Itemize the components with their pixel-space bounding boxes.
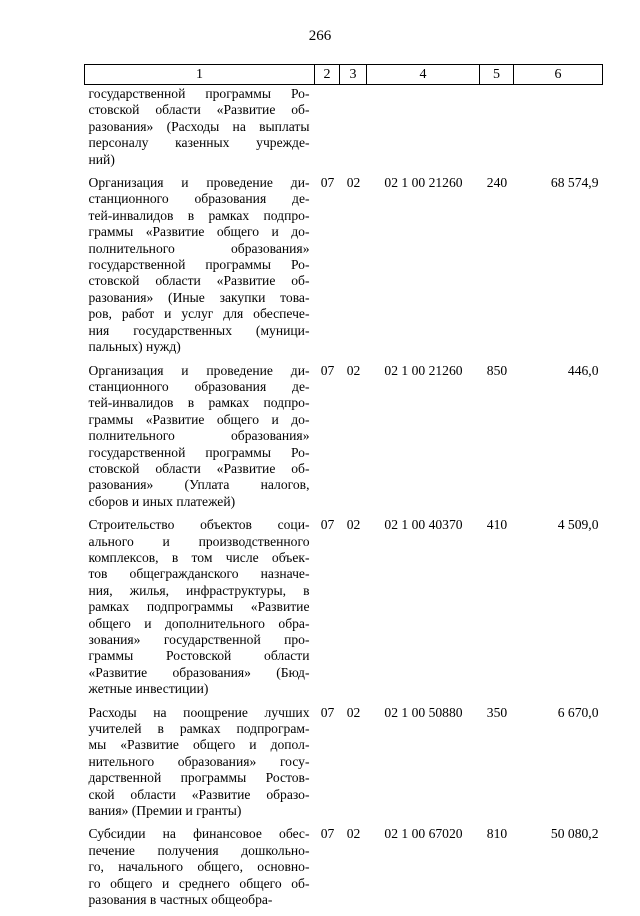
section-code: 07 <box>320 704 335 720</box>
description-line: дарственной программы Ростов- <box>88 770 310 786</box>
target-article-code: 02 1 00 21260 <box>384 175 463 191</box>
description-line: тов общегражданского назначе- <box>88 566 310 582</box>
description-line: ального и производственного <box>88 533 310 549</box>
description-line: учителей в рамках подпрограм- <box>88 721 310 737</box>
section-code: 07 <box>320 826 335 842</box>
description-line: персоналу казенных учрежде- <box>88 135 310 151</box>
description-line: сборов и иных платежей) <box>88 493 236 509</box>
description-line: Расходы на поощрение лучших <box>88 704 310 720</box>
table-row <box>85 826 603 915</box>
budget-table <box>84 64 603 916</box>
subsection-code: 02 <box>346 704 361 720</box>
description-line: печение получения дошкольно- <box>88 842 310 858</box>
expense-type-code: 410 <box>486 517 508 533</box>
description-line: станционного образования де- <box>88 378 310 394</box>
description-line: общего и дополнительного обра- <box>88 615 310 631</box>
description-line: комплексов, в том числе объек- <box>88 549 310 565</box>
column-header: 4 <box>367 65 480 85</box>
description-line: пальных) нужд) <box>88 339 181 355</box>
row-description <box>85 826 315 915</box>
amount-value: 4 509,0 <box>557 517 599 533</box>
column-header: 6 <box>514 65 603 85</box>
target-article-code: 02 1 00 50880 <box>384 704 463 720</box>
description-line: рамках подпрограммы «Развитие <box>88 599 310 615</box>
expense-type-code: 350 <box>486 704 508 720</box>
description-line: государственной программы Ро- <box>88 444 310 460</box>
description-line: жетные инвестиции) <box>88 681 209 697</box>
description-line: разования» (Уплата налогов, <box>88 477 310 493</box>
table-row <box>85 363 603 518</box>
description-line: мы «Развитие общего и допол- <box>88 737 310 753</box>
expense-type-code: 810 <box>486 826 508 842</box>
description-line: полнительного образования» <box>88 240 310 256</box>
column-header: 1 <box>85 65 315 85</box>
description-line: станционного образования де- <box>88 191 310 207</box>
description-line: тей-инвалидов в рамках подпро- <box>88 207 310 223</box>
subsection-code: 02 <box>346 362 361 378</box>
description-line: вания» (Премии и гранты) <box>88 803 242 819</box>
table-row <box>85 175 603 362</box>
description-line: тей-инвалидов в рамках подпро- <box>88 395 310 411</box>
row-description <box>85 175 315 362</box>
expense-type-code: 850 <box>486 362 508 378</box>
expense-type-code: 240 <box>486 175 508 191</box>
description-line: ния, жилья, инфраструктуры, в <box>88 582 310 598</box>
description-line: стовской области «Развитие об- <box>88 460 310 476</box>
amount-value: 68 574,9 <box>550 175 599 191</box>
description-line: ров, работ и услуг для обеспече- <box>88 306 310 322</box>
description-line: разования» (Иные закупки това- <box>88 289 310 305</box>
description-line: «Развитие образования» (Бюд- <box>88 664 310 680</box>
section-code <box>315 85 340 176</box>
table-row <box>85 517 603 704</box>
description-line: ния государственных (муници- <box>88 322 310 338</box>
section-code: 07 <box>320 362 335 378</box>
description-line: Строительство объектов соци- <box>88 517 310 533</box>
header-row <box>85 65 603 85</box>
table-row <box>85 85 603 176</box>
amount-value <box>514 85 603 176</box>
table-body <box>85 85 603 916</box>
description-line: ской области «Развитие образо- <box>88 786 310 802</box>
table-row <box>85 705 603 827</box>
column-header: 5 <box>480 65 514 85</box>
target-article-code: 02 1 00 67020 <box>384 826 463 842</box>
description-line: го, начального общего, основно- <box>88 859 310 875</box>
subsection-code: 02 <box>346 826 361 842</box>
target-article-code: 02 1 00 40370 <box>384 517 463 533</box>
section-code: 07 <box>320 517 335 533</box>
description-line: государственной программы Ро- <box>88 257 310 273</box>
description-line: стовской области «Развитие об- <box>88 102 310 118</box>
table-header <box>85 65 603 85</box>
section-code: 07 <box>320 175 335 191</box>
description-line: граммы «Развитие общего и до- <box>88 411 310 427</box>
row-description <box>85 517 315 704</box>
column-header: 2 <box>315 65 340 85</box>
target-article-code <box>367 85 480 176</box>
amount-value: 50 080,2 <box>550 826 599 842</box>
target-article-code: 02 1 00 21260 <box>384 362 463 378</box>
subsection-code <box>340 85 367 176</box>
subsection-code: 02 <box>346 175 361 191</box>
description-line: Организация и проведение ди- <box>88 175 310 191</box>
column-header: 3 <box>340 65 367 85</box>
row-description <box>85 363 315 518</box>
row-description <box>85 705 315 827</box>
page-number: 266 <box>308 28 332 44</box>
description-line: полнительного образования» <box>88 428 310 444</box>
subsection-code: 02 <box>346 517 361 533</box>
description-line: нительного образования» госу- <box>88 753 310 769</box>
description-line: го общего и среднего общего об- <box>88 875 310 891</box>
description-line: государственной программы Ро- <box>88 86 310 101</box>
description-line: ний) <box>88 151 115 167</box>
description-line: стовской области «Развитие об- <box>88 273 310 289</box>
description-line: граммы «Развитие общего и до- <box>88 224 310 240</box>
description-line: разования в частных общеобра- <box>88 892 273 908</box>
amount-value: 446,0 <box>567 362 599 378</box>
description-line: разования» (Расходы на выплаты <box>88 118 310 134</box>
description-line: Субсидии на финансовое обес- <box>88 826 310 842</box>
description-line: граммы Ростовской области <box>88 648 310 664</box>
description-line: зования» государственной про- <box>88 632 310 647</box>
row-description <box>85 85 315 176</box>
description-line: Организация и проведение ди- <box>88 362 310 378</box>
expense-type-code <box>480 85 514 176</box>
amount-value: 6 670,0 <box>557 704 599 720</box>
